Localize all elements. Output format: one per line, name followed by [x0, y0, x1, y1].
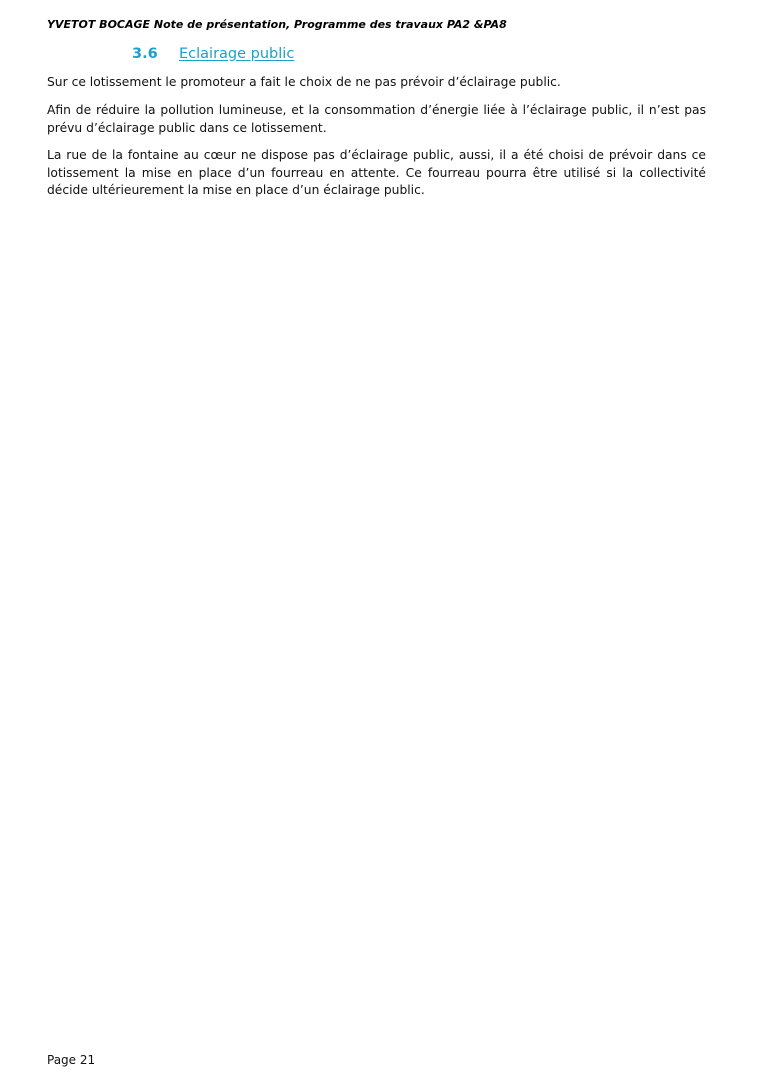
paragraph-promoter-choice: Sur ce lotissement le promoteur a fait le choix de ne pas prévoir d’éclairage public.	[47, 75, 561, 89]
paragraph-light-pollution: Afin de réduire la pollution lumineuse, et la consommation d’énergie liée à l’éclairage public, il n’est pas prévu d’éclairage public dans ce lotissement.	[47, 103, 706, 135]
page-number: Page 21	[47, 1053, 96, 1067]
section-title: Eclairage public	[179, 46, 295, 62]
paragraph-conduit-provision: La rue de la fontaine au cœur ne dispose pas d’éclairage public, aussi, il a été choisi de prévoir dans ce lotissement la mise en place d’un fourreau en attente. Ce fourreau pourra être utilisé si la collectivité décide ultérieurement la mise en place d’un éclairage public.	[47, 148, 706, 197]
section-heading	[132, 46, 294, 62]
section-number: 3.6	[132, 46, 158, 62]
running-header: YVETOT BOCAGE Note de présentation, Programme des travaux PA2 &PA8	[47, 18, 507, 31]
